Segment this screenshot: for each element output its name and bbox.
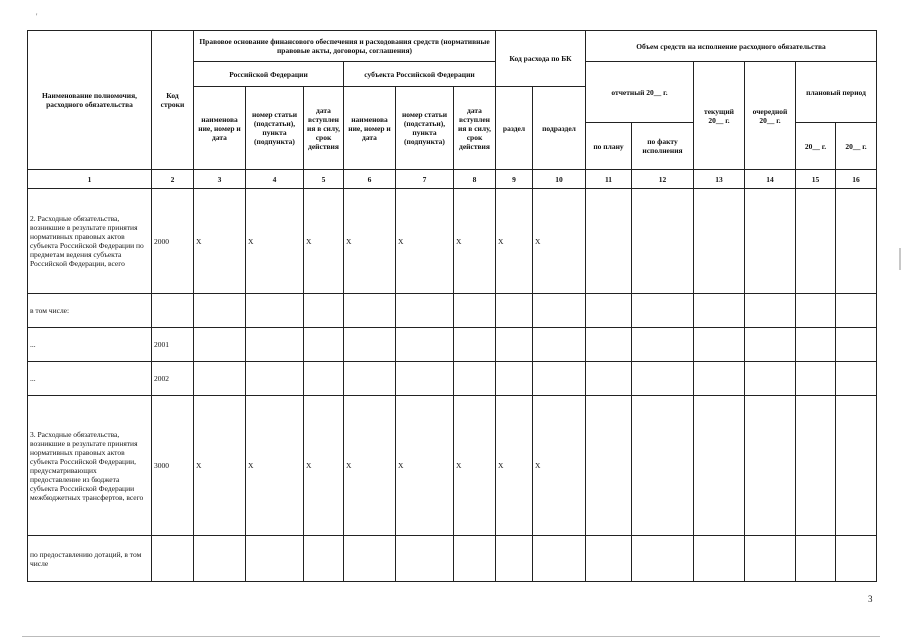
empty-cell (745, 294, 796, 328)
x-mark: X (533, 189, 586, 294)
table-row (28, 328, 877, 362)
empty-cell (533, 536, 586, 582)
column-number: 8 (454, 170, 496, 189)
column-number: 1 (28, 170, 152, 189)
empty-cell (396, 294, 454, 328)
column-number: 6 (344, 170, 396, 189)
empty-cell (745, 328, 796, 362)
subject-article-header: номер статьи (подстатьи), пункта (подпункта) (396, 87, 454, 170)
column-number: 14 (745, 170, 796, 189)
empty-cell (496, 362, 533, 396)
empty-cell (632, 294, 694, 328)
obligation-name: в том числе: (28, 294, 152, 328)
empty-cell (246, 536, 304, 582)
table-row (28, 536, 877, 582)
x-mark: X (496, 396, 533, 536)
empty-cell (836, 362, 877, 396)
column-number: 9 (496, 170, 533, 189)
empty-cell (632, 396, 694, 536)
x-mark: X (496, 189, 533, 294)
column-number: 13 (694, 170, 745, 189)
planning-year2-header: 20__ г. (836, 123, 877, 170)
empty-cell (304, 294, 344, 328)
empty-cell (344, 362, 396, 396)
x-mark: X (194, 189, 246, 294)
table-row (28, 396, 877, 536)
empty-cell (344, 536, 396, 582)
x-mark: X (304, 189, 344, 294)
empty-cell (396, 328, 454, 362)
empty-cell (836, 189, 877, 294)
empty-cell (745, 536, 796, 582)
empty-cell (632, 189, 694, 294)
empty-cell (454, 536, 496, 582)
x-mark: X (454, 396, 496, 536)
rf-header: Российской Федерации (194, 62, 344, 87)
table-row (28, 362, 877, 396)
row-code: 2002 (152, 362, 194, 396)
column-number: 12 (632, 170, 694, 189)
name-column-header: Наименование полномочия, расходного обязательства (28, 31, 152, 170)
empty-cell (796, 189, 836, 294)
empty-cell (745, 362, 796, 396)
column-number: 11 (586, 170, 632, 189)
x-mark: X (396, 396, 454, 536)
rf-article-header: номер статьи (подстатьи), пункта (подпункта) (246, 87, 304, 170)
table-row (28, 294, 877, 328)
x-mark: X (344, 189, 396, 294)
x-mark: X (246, 189, 304, 294)
bk-code-header: Код расхода по БК (496, 31, 586, 87)
empty-cell (836, 536, 877, 582)
rf-doc-name-header: наименова ние, номер и дата (194, 87, 246, 170)
column-number: 16 (836, 170, 877, 189)
plan-header: по плану (586, 123, 632, 170)
x-mark: X (396, 189, 454, 294)
obligation-name: ... (28, 328, 152, 362)
row-code: 3000 (152, 396, 194, 536)
fact-header: по факту исполнения (632, 123, 694, 170)
x-mark: X (304, 396, 344, 536)
empty-cell (454, 294, 496, 328)
empty-cell (586, 328, 632, 362)
rf-effective-date-header: дата вступлен ия в силу, срок действия (304, 87, 344, 170)
empty-cell (632, 328, 694, 362)
column-number: 2 (152, 170, 194, 189)
empty-cell (586, 362, 632, 396)
column-number: 5 (304, 170, 344, 189)
empty-cell (796, 362, 836, 396)
empty-cell (796, 536, 836, 582)
empty-cell (694, 294, 745, 328)
empty-cell (632, 536, 694, 582)
empty-cell (745, 396, 796, 536)
column-number: 4 (246, 170, 304, 189)
code-column-header: Код строки (152, 31, 194, 170)
row-code (152, 536, 194, 582)
empty-cell (194, 328, 246, 362)
legal-basis-header: Правовое основание финансового обеспечения и расходования средств (нормативные правовые акты, договоры, соглашения) (194, 31, 496, 62)
empty-cell (586, 294, 632, 328)
empty-cell (344, 294, 396, 328)
obligation-name: 3. Расходные обязательства, возникшие в результате принятия нормативных правовых актов субъекта Российской Федерации, предусматривающих предоставление из бюджета субъекта Российской Федерации межбюджетных трансфертов, всего (28, 396, 152, 536)
empty-cell (694, 536, 745, 582)
page-number: 3 (868, 594, 873, 604)
x-mark: X (344, 396, 396, 536)
row-code (152, 294, 194, 328)
next-year-header: очередной 20__ г. (745, 62, 796, 170)
column-number: 3 (194, 170, 246, 189)
empty-cell (694, 396, 745, 536)
reporting-year-header: отчетный 20__ г. (586, 62, 694, 123)
empty-cell (533, 362, 586, 396)
empty-cell (496, 294, 533, 328)
empty-cell (694, 362, 745, 396)
empty-cell (533, 294, 586, 328)
empty-cell (396, 536, 454, 582)
current-year-header: текущий 20__ г. (694, 62, 745, 170)
empty-cell (304, 328, 344, 362)
empty-cell (836, 294, 877, 328)
section-header: раздел (496, 87, 533, 170)
empty-cell (396, 362, 454, 396)
x-mark: X (194, 396, 246, 536)
expenditure-obligations-table (27, 30, 877, 582)
scan-bottom-edge (22, 636, 880, 637)
obligation-name: 2. Расходные обязательства, возникшие в результате принятия нормативных правовых актов субъекта Российской Федерации по предметам ведения субъекта Российской Федерации, всего (28, 189, 152, 294)
empty-cell (836, 328, 877, 362)
empty-cell (586, 536, 632, 582)
empty-cell (496, 536, 533, 582)
empty-cell (194, 536, 246, 582)
obligation-name: ... (28, 362, 152, 396)
row-code: 2000 (152, 189, 194, 294)
table-row (28, 189, 877, 294)
column-numbers-row (28, 170, 877, 189)
empty-cell (304, 362, 344, 396)
empty-cell (694, 189, 745, 294)
empty-cell (454, 362, 496, 396)
subject-header: субъекта Российской Федерации (344, 62, 496, 87)
x-mark: X (454, 189, 496, 294)
scan-edge-mark (899, 248, 901, 270)
empty-cell (454, 328, 496, 362)
empty-cell (586, 189, 632, 294)
empty-cell (694, 328, 745, 362)
x-mark: X (246, 396, 304, 536)
empty-cell (533, 328, 586, 362)
empty-cell (344, 328, 396, 362)
row-code: 2001 (152, 328, 194, 362)
empty-cell (246, 328, 304, 362)
planning-year1-header: 20__ г. (796, 123, 836, 170)
column-number: 7 (396, 170, 454, 189)
scan-mark: ' (36, 12, 38, 21)
empty-cell (194, 362, 246, 396)
obligation-name: по предоставлению дотаций, в том числе (28, 536, 152, 582)
planning-period-header: плановый период (796, 62, 877, 123)
empty-cell (745, 189, 796, 294)
subsection-header: подраздел (533, 87, 586, 170)
column-number: 15 (796, 170, 836, 189)
x-mark: X (533, 396, 586, 536)
subject-doc-name-header: наименова ние, номер и дата (344, 87, 396, 170)
empty-cell (632, 362, 694, 396)
empty-cell (246, 362, 304, 396)
subject-effective-date-header: дата вступлен ия в силу, срок действия (454, 87, 496, 170)
empty-cell (796, 328, 836, 362)
column-number: 10 (533, 170, 586, 189)
empty-cell (796, 294, 836, 328)
empty-cell (836, 396, 877, 536)
empty-cell (304, 536, 344, 582)
empty-cell (796, 396, 836, 536)
empty-cell (246, 294, 304, 328)
empty-cell (586, 396, 632, 536)
empty-cell (496, 328, 533, 362)
empty-cell (194, 294, 246, 328)
volume-header: Объем средств на исполнение расходного обязательства (586, 31, 877, 62)
